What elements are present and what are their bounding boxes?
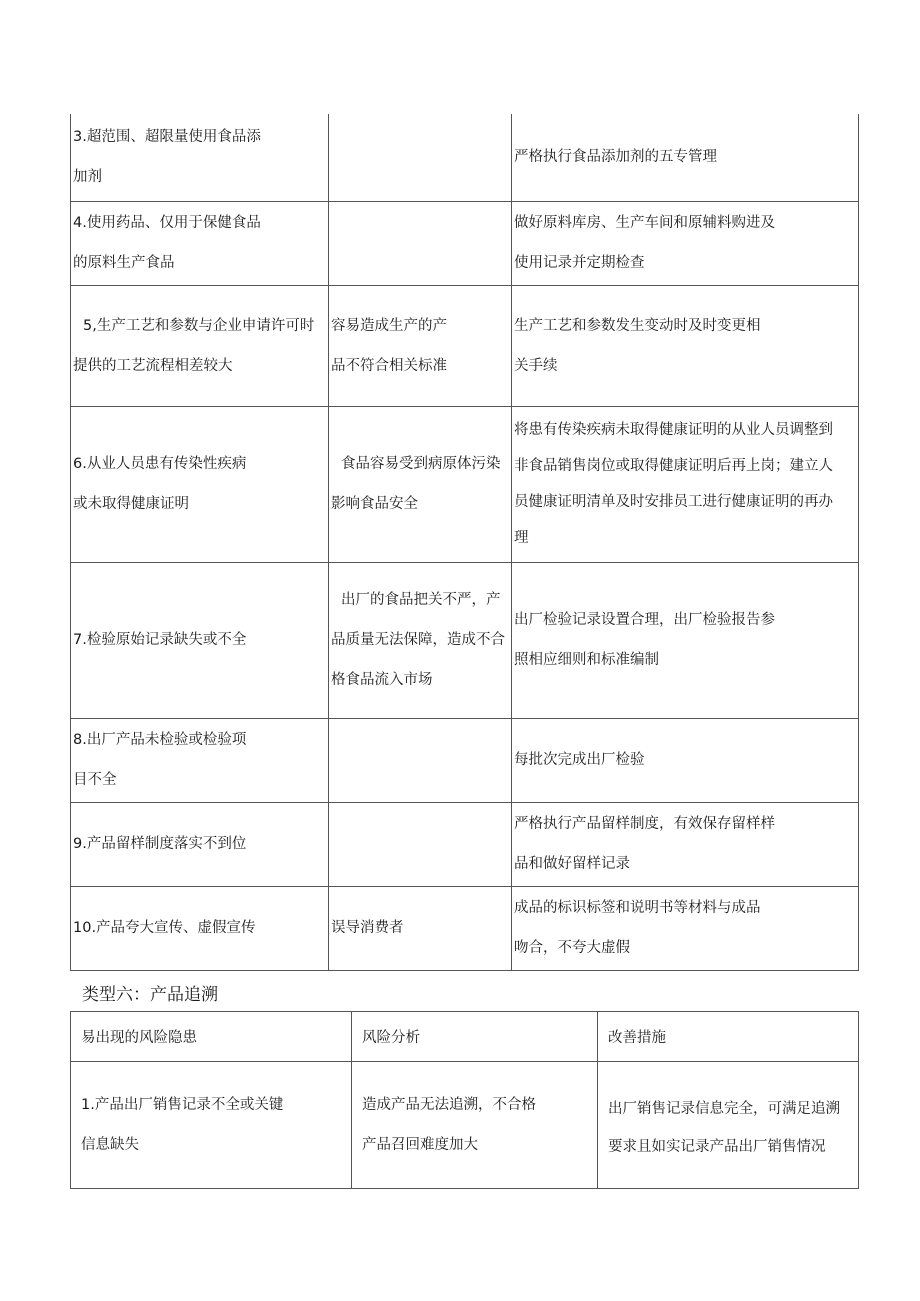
hazard-cell: 7.检验原始记录缺失或不全 (71, 562, 329, 718)
analysis-cell (329, 802, 512, 886)
hazard-cell: 1.产品出厂销售记录不全或关键 信息缺失 (71, 1062, 352, 1189)
measure-cell: 出厂销售记录信息完全，可满足追溯 要求且如实记录产品出厂销售情况 (598, 1062, 859, 1189)
hazard-cell: 6.从业人员患有传染性疾病 或未取得健康证明 (71, 406, 329, 562)
analysis-cell: 容易造成生产的产 品不符合相关标准 (329, 285, 512, 406)
hazard-cell: 8.出厂产品未检验或检验项 目不全 (71, 718, 329, 802)
analysis-cell (329, 114, 512, 201)
analysis-cell (329, 718, 512, 802)
table-row (71, 285, 859, 406)
analysis-cell: 食品容易受到病原体污染 影响食品安全 (329, 406, 512, 562)
hazard-cell: 5,生产工艺和参数与企业申请许可时 提供的工艺流程相差较大 (71, 285, 329, 406)
column-header-hazard: 易出现的风险隐患 (71, 1012, 352, 1062)
measure-cell: 做好原料库房、生产车间和原辅料购进及 使用记录并定期检查 (512, 201, 859, 285)
measure-cell: 成品的标识标签和说明书等材料与成品 吻合，不夸大虚假 (512, 886, 859, 970)
measure-cell: 每批次完成出厂检验 (512, 718, 859, 802)
measure-cell: 将患有传染疾病未取得健康证明的从业人员调整到 非食品销售岗位或取得健康证明后再上岗；建立人 员健康证明清单及时安排员工进行健康证明的再办 理 (512, 406, 859, 562)
analysis-cell (329, 201, 512, 285)
traceability-table (70, 1011, 859, 1189)
table-row (71, 201, 859, 285)
measure-cell: 生产工艺和参数发生变动时及时变更相 关手续 (512, 285, 859, 406)
hazard-cell: 10.产品夸大宣传、虚假宣传 (71, 886, 329, 970)
table-row (71, 718, 859, 802)
table-row (71, 114, 859, 201)
analysis-cell: 误导消费者 (329, 886, 512, 970)
measure-cell: 严格执行产品留样制度，有效保存留样样 品和做好留样记录 (512, 802, 859, 886)
analysis-cell: 造成产品无法追溯，不合格 产品召回难度加大 (352, 1062, 598, 1189)
risk-table-continued (70, 114, 859, 971)
measure-cell: 严格执行食品添加剂的五专管理 (512, 114, 859, 201)
analysis-cell: 出厂的食品把关不严，产 品质量无法保障，造成不合 格食品流入市场 (329, 562, 512, 718)
column-header-analysis: 风险分析 (352, 1012, 598, 1062)
table-row (71, 1062, 859, 1189)
table-row (71, 562, 859, 718)
hazard-cell: 3.超范围、超限量使用食品添 加剂 (71, 114, 329, 201)
table-row (71, 802, 859, 886)
hazard-cell: 9.产品留样制度落实不到位 (71, 802, 329, 886)
table-row (71, 886, 859, 970)
table-row (71, 406, 859, 562)
table-header-row (71, 1012, 859, 1062)
measure-cell: 出厂检验记录设置合理，出厂检验报告参 照相应细则和标准编制 (512, 562, 859, 718)
section-title: 类型六：产品追溯 (82, 985, 218, 1005)
column-header-measure: 改善措施 (598, 1012, 859, 1062)
hazard-cell: 4.使用药品、仅用于保健食品 的原料生产食品 (71, 201, 329, 285)
